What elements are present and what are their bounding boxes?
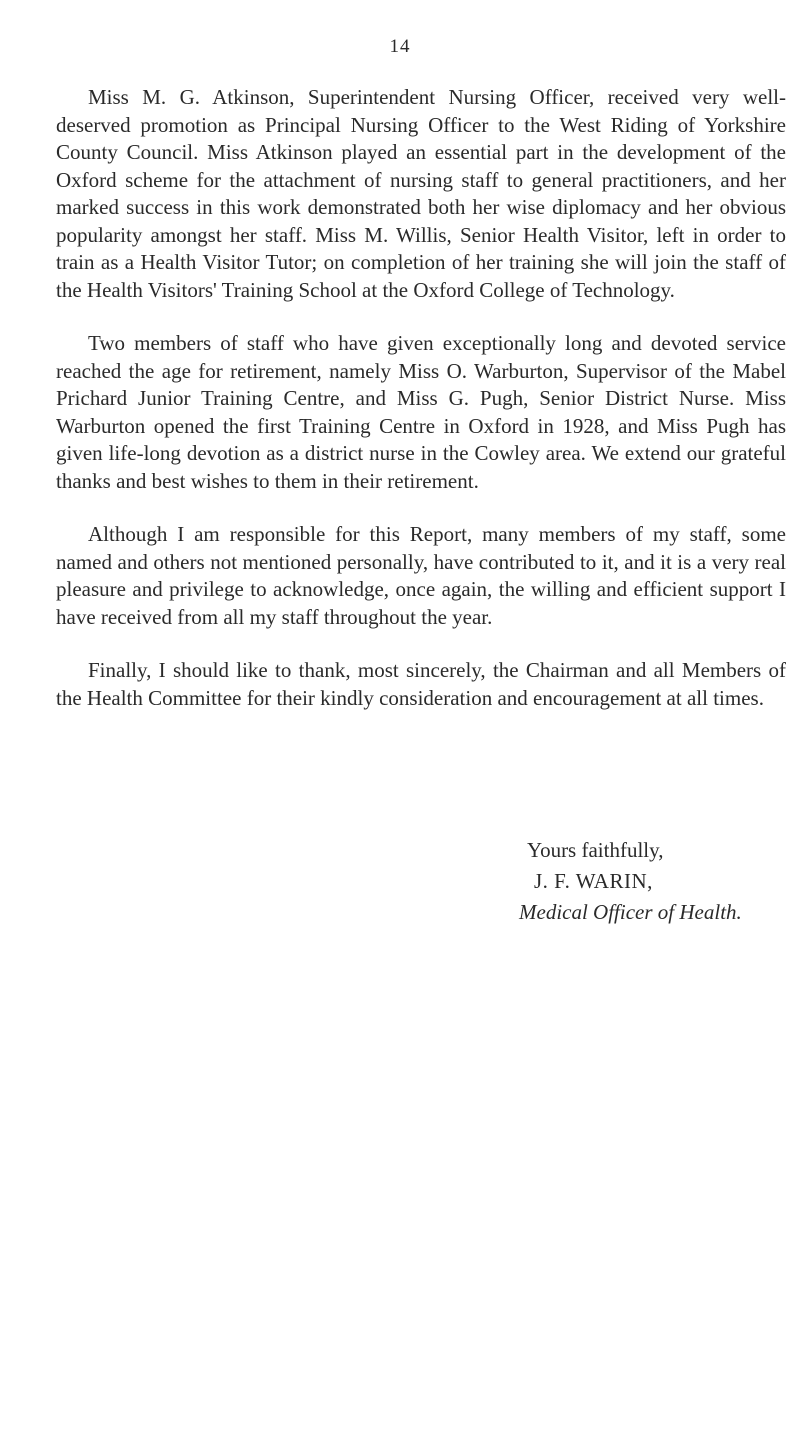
closing-salutation: Yours faithfully, bbox=[527, 838, 664, 862]
paragraph-acknowledgement: Although I am responsible for this Report, many members of my staff, some named and others not mentioned personally, have contributed to it, and it is a very real pleasure and privilege to acknowledge, once again, the willing and efficient support I have received from all my staff throughout the year. bbox=[56, 522, 786, 629]
paragraph-staff-changes: Miss M. G. Atkinson, Superintendent Nursing Officer, received very well-deserved promotion as Principal Nursing Officer to the West Riding of Yorkshire County Council. Miss Atkinson played an essential part in the development of the Oxford scheme for the attachment of nursing staff to general practitioners, and her marked success in this work demonstrated both her wise diplomacy and her obvious popularity amongst her staff. Miss M. Willis, Senior Health Visitor, left in order to train as a Health Visitor Tutor; on completion of her training she will join the staff of the Health Visitors' Training School at the Oxford College of Technology. bbox=[56, 85, 786, 302]
signer-name: J. F. WARIN, bbox=[534, 869, 653, 893]
paragraph-thanks-committee: Finally, I should like to thank, most sincerely, the Chairman and all Members of the Health Committee for their kindly consideration and encouragement at all times. bbox=[56, 658, 786, 710]
paragraph-retirements: Two members of staff who have given exceptionally long and devoted service reached the age for retirement, namely Miss O. Warburton, Supervisor of the Mabel Prichard Junior Training Centre, and Miss G. Pugh, Senior District Nurse. Miss Warburton opened the first Training Centre in Oxford in 1928, and Miss Pugh has given life-long devotion as a district nurse in the Cowley area. We extend our grateful thanks and best wishes to them in their retirement. bbox=[56, 331, 786, 493]
signature-block bbox=[519, 835, 789, 928]
page-number: 14 bbox=[389, 36, 411, 57]
letter-body bbox=[56, 84, 786, 738]
signer-title: Medical Officer of Health. bbox=[519, 900, 742, 924]
